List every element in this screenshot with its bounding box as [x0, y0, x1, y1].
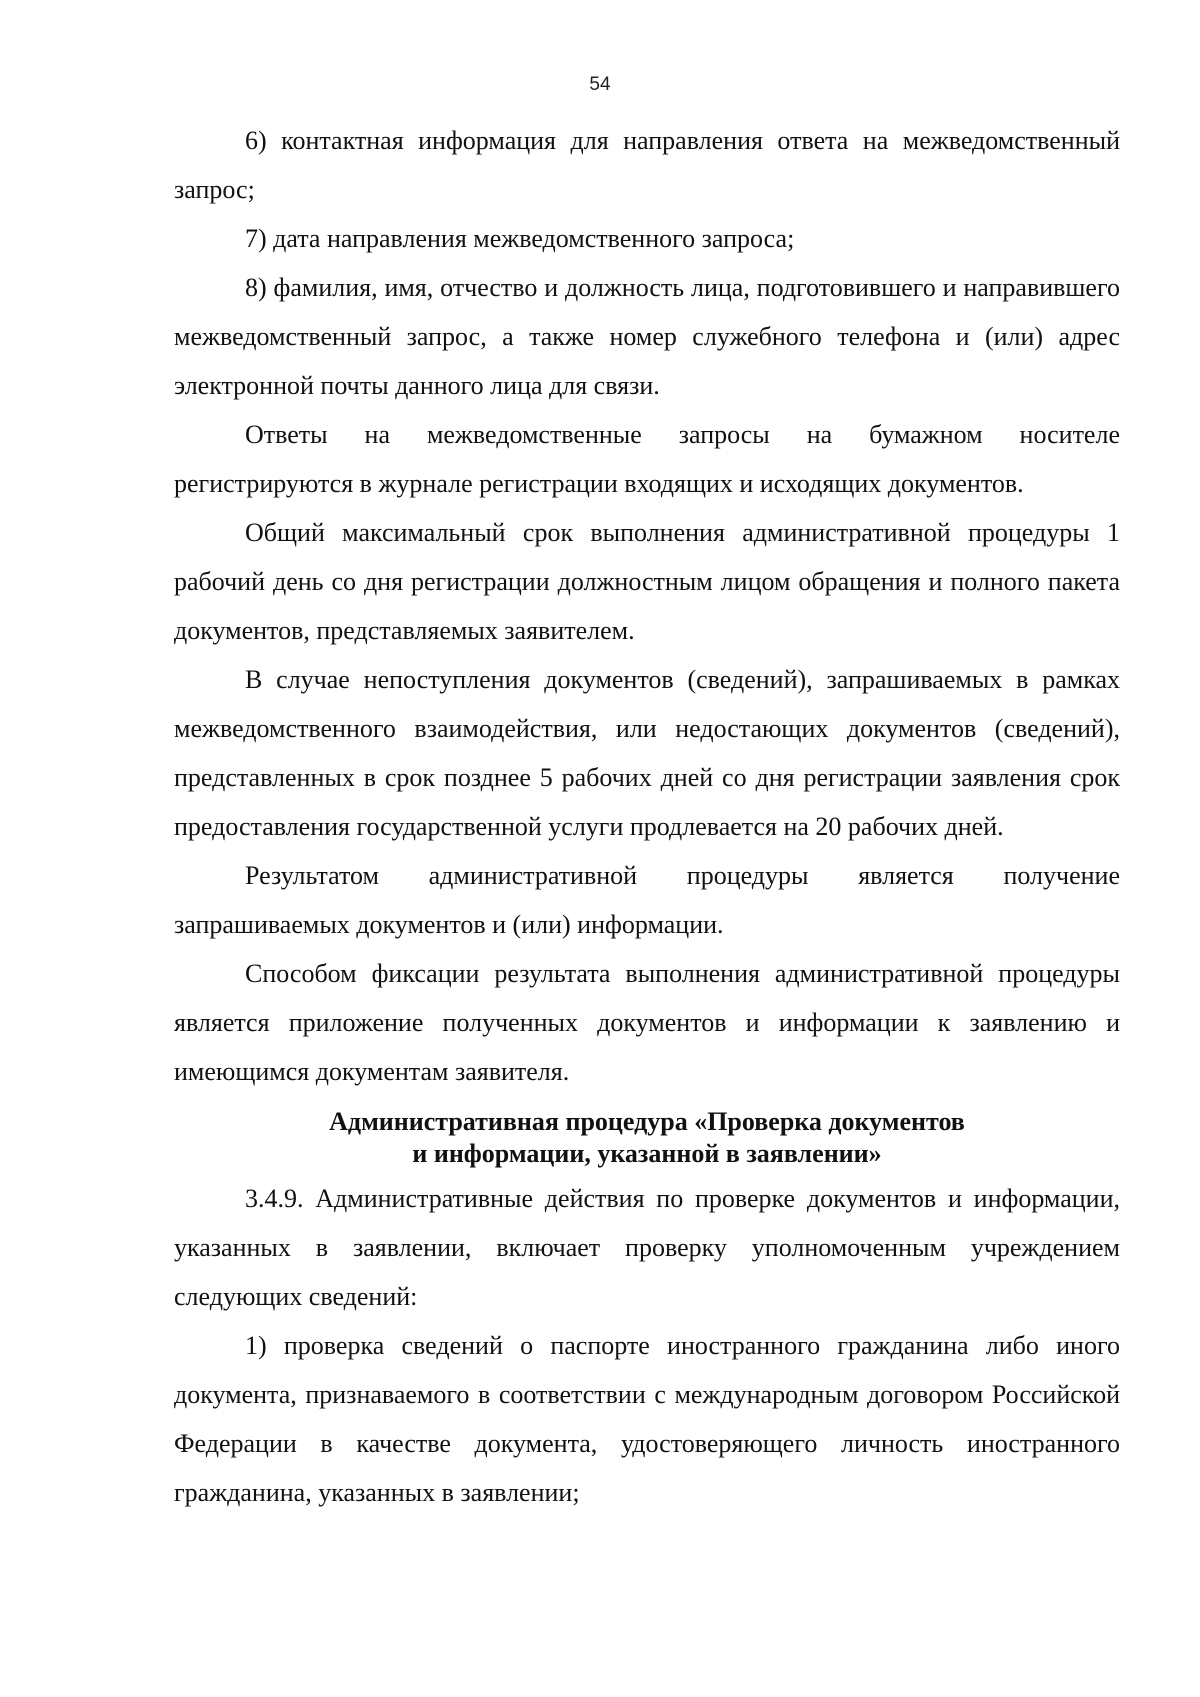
document-body	[174, 116, 1120, 1517]
paragraph-contact-info: 6) контактная информация для направления ответа на межведомственный запрос;	[174, 126, 1120, 204]
paragraph-request-date: 7) дата направления межведомственного запроса;	[245, 224, 795, 253]
section-heading-line-2: и информации, указанной в заявлении»	[412, 1139, 882, 1168]
paragraph-missing-documents: В случае непоступления документов (сведений), запрашиваемых в рамках межведомственного взаимодействия, или недостающих документов (сведений), представленных в срок позднее 5 рабочих дней со дня регистрации заявления срок предоставления государственной услуги продлевается на 20 рабочих дней.	[174, 665, 1120, 841]
section-heading	[174, 1106, 1120, 1170]
section-heading-line-1: Административная процедура «Проверка документов	[329, 1107, 965, 1136]
page-number: 54	[589, 74, 611, 95]
paragraph-passport-check: 1) проверка сведений о паспорте иностранного гражданина либо иного документа, признаваемого в соответствии с международным договором Российской Федерации в качестве документа, удостоверяющего личность иностранного гражданина, указанных в заявлении;	[174, 1331, 1120, 1507]
paragraph-responses-registration: Ответы на межведомственные запросы на бумажном носителе регистрируются в журнале регистрации входящих и исходящих документов.	[174, 420, 1120, 498]
paragraph-max-term: Общий максимальный срок выполнения административной процедуры 1 рабочий день со дня регистрации должностным лицом обращения и полного пакета документов, представляемых заявителем.	[174, 518, 1120, 645]
paragraph-person-details: 8) фамилия, имя, отчество и должность лица, подготовившего и направившего межведомственный запрос, а также номер служебного телефона и (или) адрес электронной почты данного лица для связи.	[174, 273, 1120, 400]
paragraph-3-4-9: 3.4.9. Административные действия по проверке документов и информации, указанных в заявлении, включает проверку уполномоченным учреждением следующих сведений:	[174, 1184, 1120, 1311]
paragraph-procedure-result: Результатом административной процедуры является получение запрашиваемых документов и (или) информации.	[174, 861, 1120, 939]
paragraph-result-fixation: Способом фиксации результата выполнения административной процедуры является приложение полученных документов и информации к заявлению и имеющимся документам заявителя.	[174, 959, 1120, 1086]
